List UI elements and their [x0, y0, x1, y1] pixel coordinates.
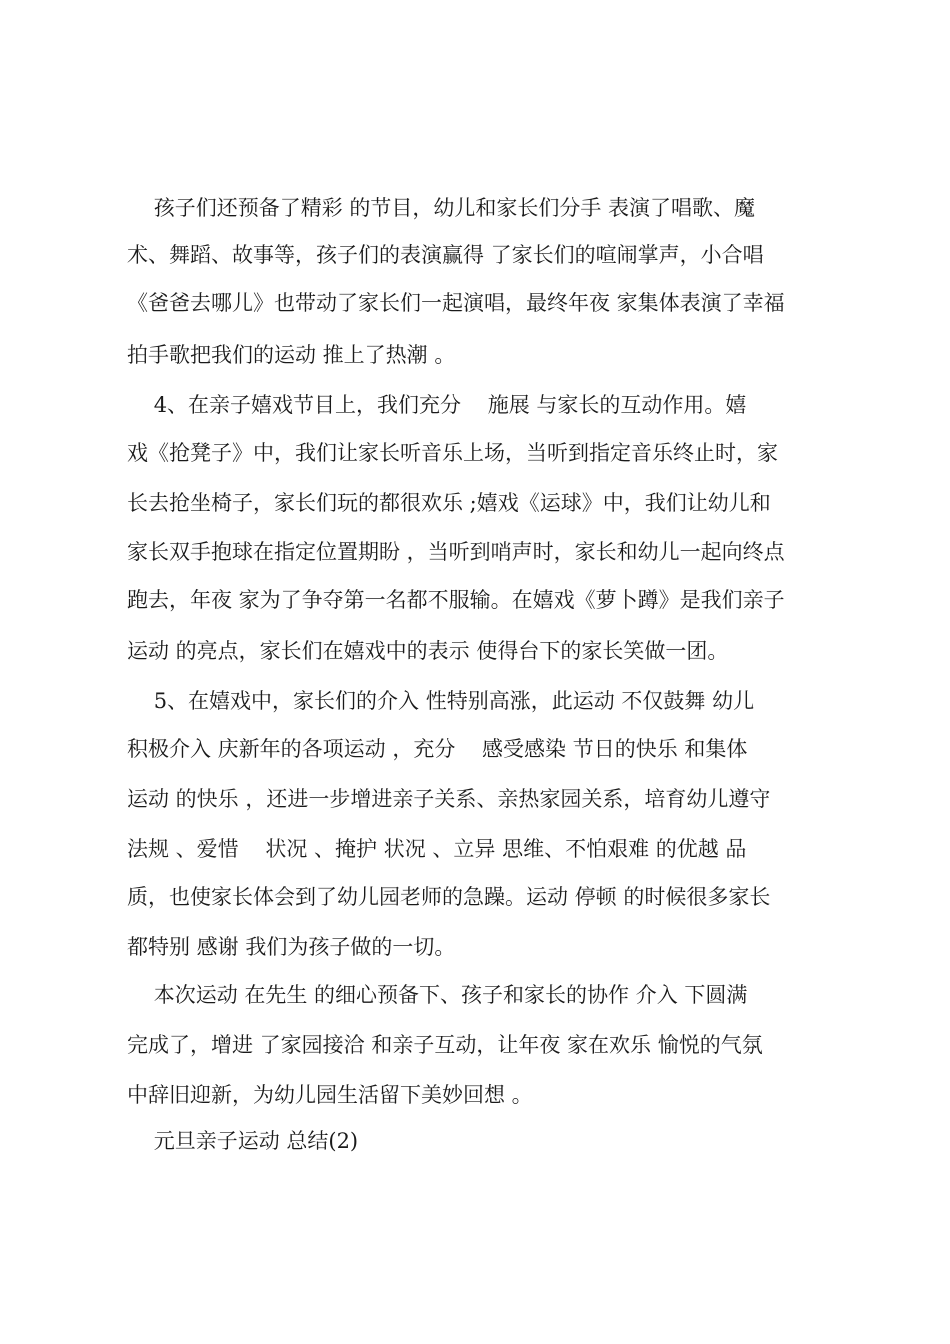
text-line: 运动 的快乐 ，还进一步增进亲子关系、亲热家园关系，培育幼儿遵守 [127, 787, 771, 811]
text-line: 《爸爸去哪儿》也带动了家长们一起演唱，最终年夜 家集体表演了幸福 [127, 291, 785, 315]
text-line: 长去抢坐椅子，家长们玩的都很欢乐 ;嬉戏《运球》中，我们让幼儿和 [127, 491, 771, 515]
text-line: 孩子们还预备了精彩 的节目，幼儿和家长们分手 表演了唱歌、魔 [127, 196, 756, 220]
text-line: 质，也使家长体会到了幼儿园老师的急躁。运动 停顿 的时候很多家长 [127, 885, 771, 909]
text-line: 跑去，年夜 家为了争夺第一名都不服输。在嬉戏《萝卜蹲》是我们亲子 [127, 588, 785, 612]
text-line: 术、舞蹈、故事等，孩子们的表演赢得 了家长们的喧闹掌声，小合唱 [127, 243, 764, 267]
text-line: 4、在亲子嬉戏节目上，我们充分 施展 与家长的互动作用。嬉 [127, 393, 747, 417]
text-line: 中辞旧迎新，为幼儿园生活留下美妙回想 。 [127, 1083, 533, 1107]
text-line: 运动 的亮点，家长们在嬉戏中的表示 使得台下的家长笑做一团。 [127, 639, 729, 663]
section-heading: 元旦亲子运动 总结(2) [127, 1129, 359, 1153]
text-line: 积极介入 庆新年的各项运动 ，充分 感受感染 节日的快乐 和集体 [127, 737, 748, 761]
text-line: 完成了，增进 了家园接洽 和亲子互动，让年夜 家在欢乐 愉悦的气氛 [127, 1033, 763, 1057]
text-line: 拍手歌把我们的运动 推上了热潮 。 [127, 343, 456, 367]
text-line: 都特别 感谢 我们为孩子做的一切。 [127, 935, 456, 959]
text-line: 本次运动 在先生 的细心预备下、孩子和家长的协作 介入 下圆满 [127, 983, 748, 1007]
text-line: 5、在嬉戏中，家长们的介入 性特别高涨，此运动 不仅鼓舞 幼儿 [127, 689, 755, 713]
text-line: 戏《抢凳子》中，我们让家长听音乐上场，当听到指定音乐终止时，家 [127, 441, 778, 465]
text-line: 家长双手抱球在指定位置期盼 ，当听到哨声时，家长和幼儿一起向终点 [127, 540, 785, 564]
text-line: 法规 、爱惜 状况 、掩护 状况 、立异 思维、不怕艰难 的优越 品 [127, 837, 747, 861]
